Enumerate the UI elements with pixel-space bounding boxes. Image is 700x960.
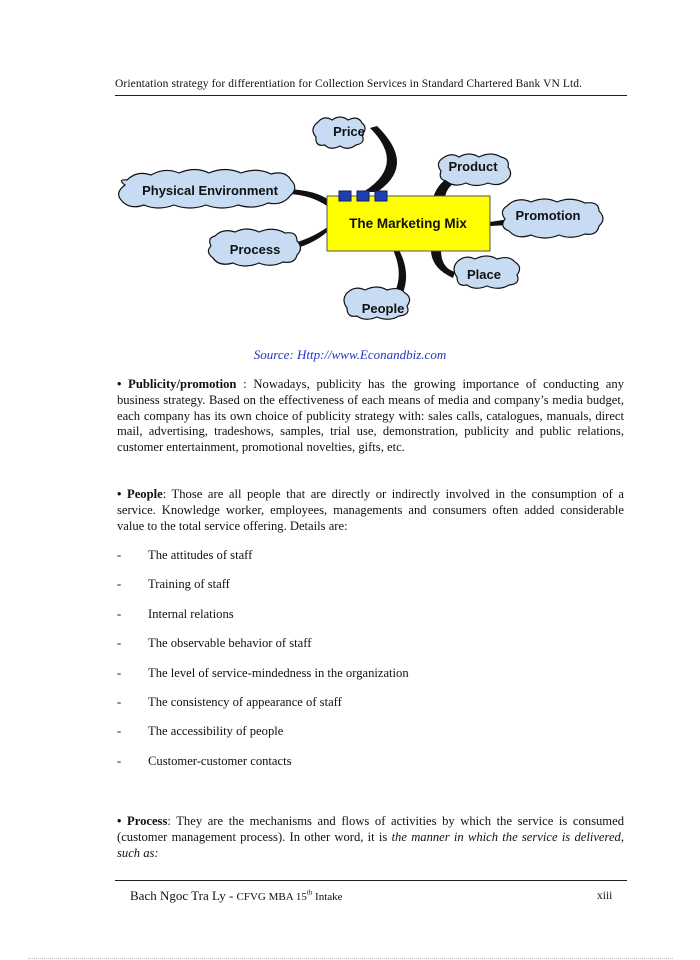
footer-author: Bach Ngoc Tra Ly - CFVG MBA 15th Intake — [130, 888, 343, 903]
list-item: - The observable behavior of staff — [117, 636, 312, 650]
publicity-paragraph — [117, 377, 624, 456]
marketing-mix-diagram — [115, 110, 615, 335]
people-heading: • People — [117, 487, 163, 501]
center-box-marker-3 — [375, 191, 387, 201]
process-italic-text: the manner in which the service is delivered, such as: — [117, 829, 624, 860]
center-box-marker-1 — [339, 191, 351, 201]
list-item: - The level of service-mindedness in the organization — [117, 666, 409, 680]
people-text: : Those are all people that are directly or indirectly involved in the consumption of a service. Knowledge worker, employees, managements and consumers often added considerable value to the total service offering. Details are: — [117, 487, 624, 533]
branch-price — [363, 126, 397, 192]
label-center: The Marketing Mix — [349, 216, 467, 231]
list-item: - Training of staff — [117, 577, 230, 591]
process-heading: • Process — [117, 814, 168, 828]
label-price: Price — [333, 124, 365, 139]
process-text: : They are the mechanisms and flows of activities by which the service is consumed (customer management process). In other word, it is — [117, 814, 624, 844]
label-place: Place — [467, 267, 501, 282]
label-promotion: Promotion — [515, 208, 581, 223]
center-box-marker-2 — [357, 191, 369, 201]
list-item: - The consistency of appearance of staff — [117, 695, 342, 709]
figure-source: Source: Http://www.Econandbiz.com — [253, 347, 447, 362]
label-physical-environment: Physical Environment — [142, 183, 278, 198]
branch-place — [431, 250, 455, 278]
label-process: Process — [229, 242, 281, 257]
header-rule — [115, 95, 627, 96]
page-header: Orientation strategy for differentiation for Collection Services in Standard Chartered Bank VN Ltd. — [115, 78, 583, 90]
people-paragraph — [117, 487, 624, 534]
publicity-text: : Nowadays, publicity has the growing importance of conducting any business strategy. Based on the effectiveness of each means of media and company’s media budget, each company has its own choice of publicity strategy with: sales calls, catalogues, manuals, direct mail, advertising, tradeshows, samples, trial use, demonstration, publicity and public relations, customer entertainment, promotional novelties, gifts, etc. — [117, 377, 624, 455]
label-people: People — [361, 301, 405, 316]
publicity-heading: • Publicity/promotion — [117, 377, 237, 391]
list-item: - The attitudes of staff — [117, 548, 253, 562]
page-number: xiii — [597, 890, 613, 902]
list-item: - Customer-customer contacts — [117, 754, 292, 768]
process-paragraph — [117, 814, 624, 861]
footer-rule — [115, 880, 627, 881]
page-bottom-border — [28, 958, 673, 959]
list-item: - Internal relations — [117, 607, 234, 621]
list-item: - The accessibility of people — [117, 724, 284, 738]
label-product: Product — [448, 159, 498, 174]
